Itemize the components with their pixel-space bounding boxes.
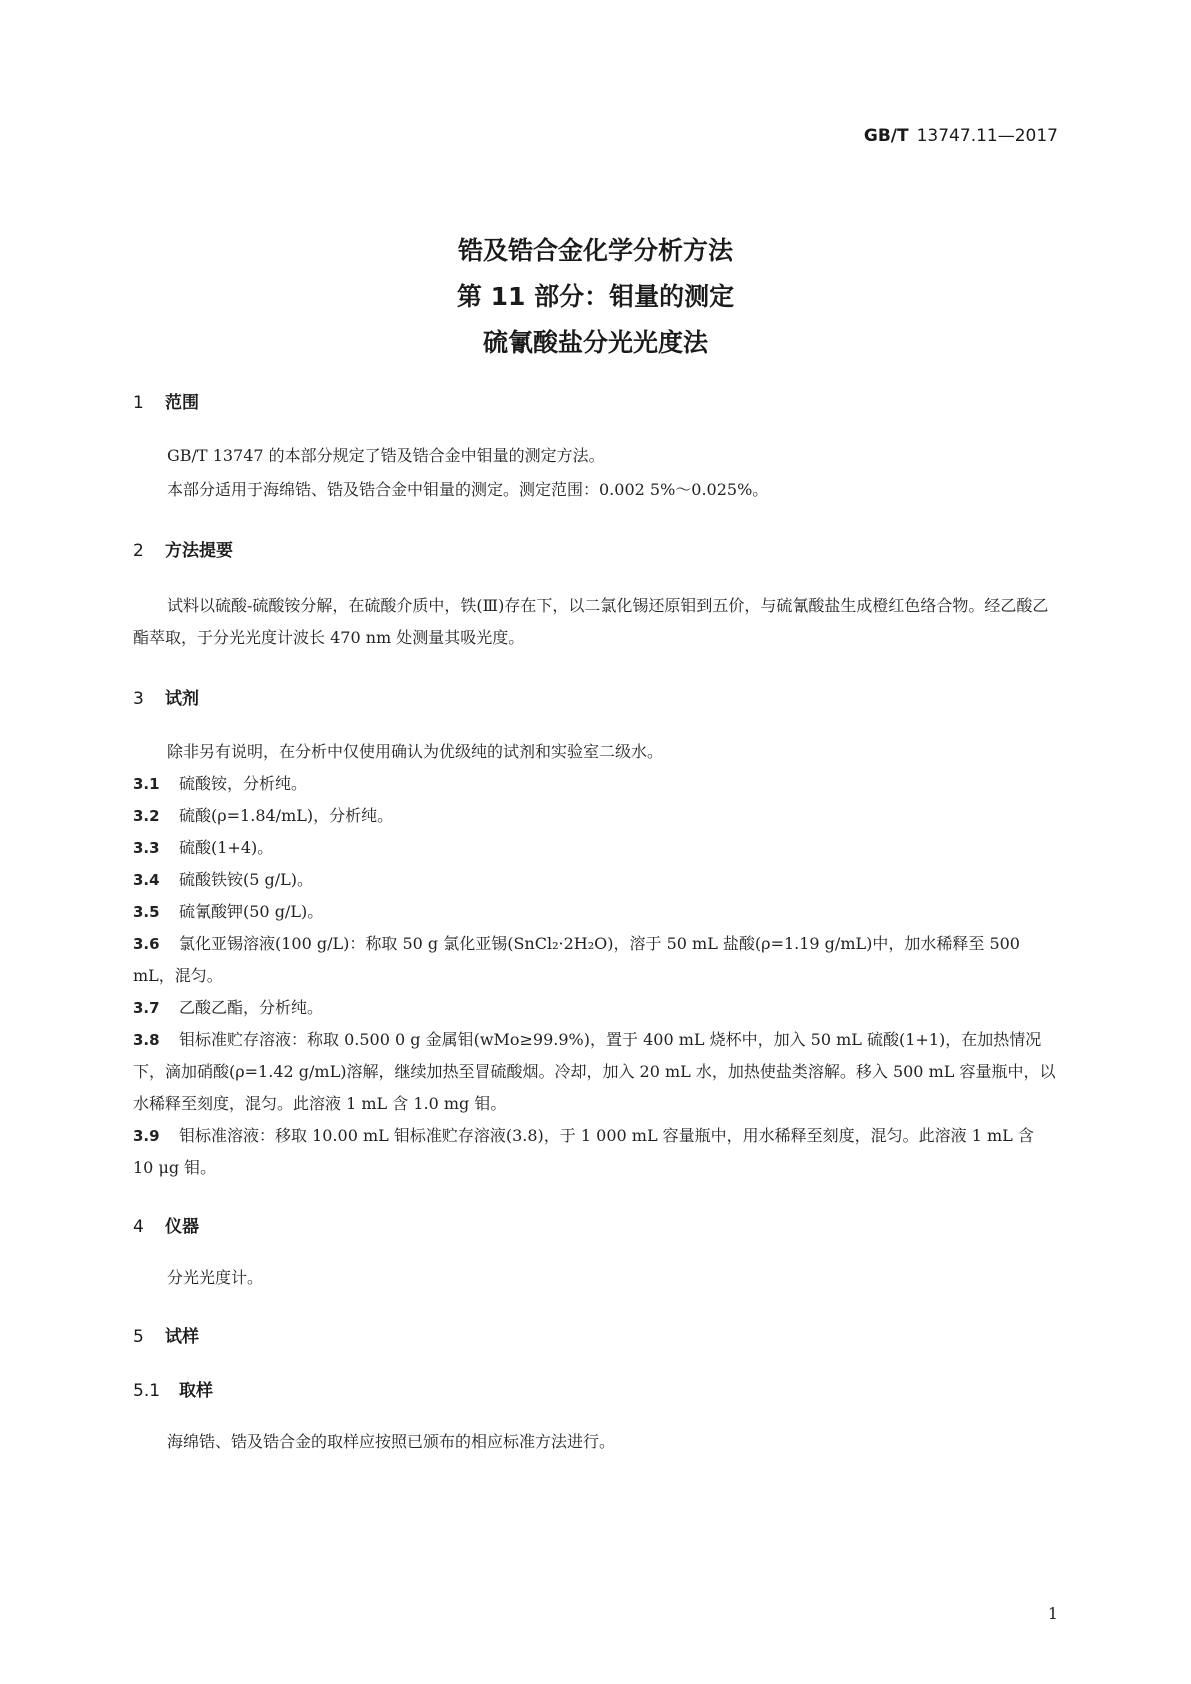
- section-5-1-heading: 5.1 取样: [133, 1381, 213, 1401]
- reagent-item: 3.1 硫酸铵，分析纯。: [133, 774, 308, 793]
- title-line-1: 锆及锆合金化学分析方法: [457, 236, 733, 265]
- section-2-paragraph-1: 试料以硫酸-硫酸铵分解，在硫酸介质中，铁(Ⅲ)存在下，以二氯化锡还原钼到五价，与硫氰酸盐生成橙红色络合物。经乙酸乙酯萃取，于分光光度计波长 470 nm 处测量其吸光度。: [133, 596, 1049, 647]
- title-line-3: 硫氰酸盐分光光度法: [482, 328, 708, 357]
- reagent-item: 3.8 钼标准贮存溶液：称取 0.500 0 g 金属钼(wMo≥99.9%)，置于 400 mL 烧杯中，加入 50 mL 硫酸(1+1)，在加热情况下，滴加硝酸(ρ=1.42 g/mL)溶解，继续加热至冒硫酸烟。冷却，加入 20 mL 水，加热使盐类溶解。移入 500 mL 容量瓶中，以水稀释至刻度，混匀。此溶液 1 mL 含 1.0 mg 钼。: [133, 1030, 1056, 1113]
- section-1-paragraph-2: 本部分适用于海绵锆、锆及锆合金中钼量的测定。测定范围：0.002 5%～0.025%。: [167, 480, 769, 499]
- section-3-intro: 除非另有说明，在分析中仅使用确认为优级纯的试剂和实验室二级水。: [167, 742, 664, 761]
- section-1-paragraph-1: GB/T 13747 的本部分规定了锆及锆合金中钼量的测定方法。: [167, 446, 605, 465]
- section-4-heading: 4 仪器: [133, 1217, 199, 1237]
- reagent-item: 3.6 氯化亚锡溶液(100 g/L)：称取 50 g 氯化亚锡(SnCl₂·2H₂O)，溶于 50 mL 盐酸(ρ=1.19 g/mL)中，加水稀释至 500 mL，混匀。: [133, 934, 1020, 985]
- section-5-1-paragraph-1: 海绵锆、锆及锆合金的取样应按照已颁布的相应标准方法进行。: [167, 1432, 616, 1451]
- section-1-heading: 1 范围: [133, 393, 199, 413]
- document-title: [0, 228, 1191, 366]
- reagent-item: 3.5 硫氰酸钾(50 g/L)。: [133, 902, 324, 921]
- reagent-item: 3.9 钼标准溶液：移取 10.00 mL 钼标准贮存溶液(3.8)，于 1 000 mL 容量瓶中，用水稀释至刻度，混匀。此溶液 1 mL 含 10 μg 钼。: [133, 1126, 1034, 1177]
- title-line-2: 第 11 部分：钼量的测定: [456, 282, 735, 311]
- standard-code: 13747.11—2017: [916, 126, 1058, 146]
- reagent-item: 3.2 硫酸(ρ=1.84/mL)，分析纯。: [133, 806, 394, 825]
- section-4-paragraph-1: 分光光度计。: [167, 1268, 264, 1287]
- standard-number: [864, 126, 1058, 146]
- reagent-item: 3.3 硫酸(1+4)。: [133, 838, 274, 857]
- page-number: 1: [1047, 1604, 1058, 1623]
- standard-prefix: GB/T: [863, 126, 909, 146]
- reagent-item: 3.4 硫酸铁铵(5 g/L)。: [133, 870, 314, 889]
- section-5-heading: 5 试样: [133, 1327, 199, 1347]
- section-2-heading: 2 方法提要: [133, 541, 233, 561]
- reagent-item: 3.7 乙酸乙酯，分析纯。: [133, 998, 324, 1017]
- section-3-heading: 3 试剂: [133, 689, 199, 709]
